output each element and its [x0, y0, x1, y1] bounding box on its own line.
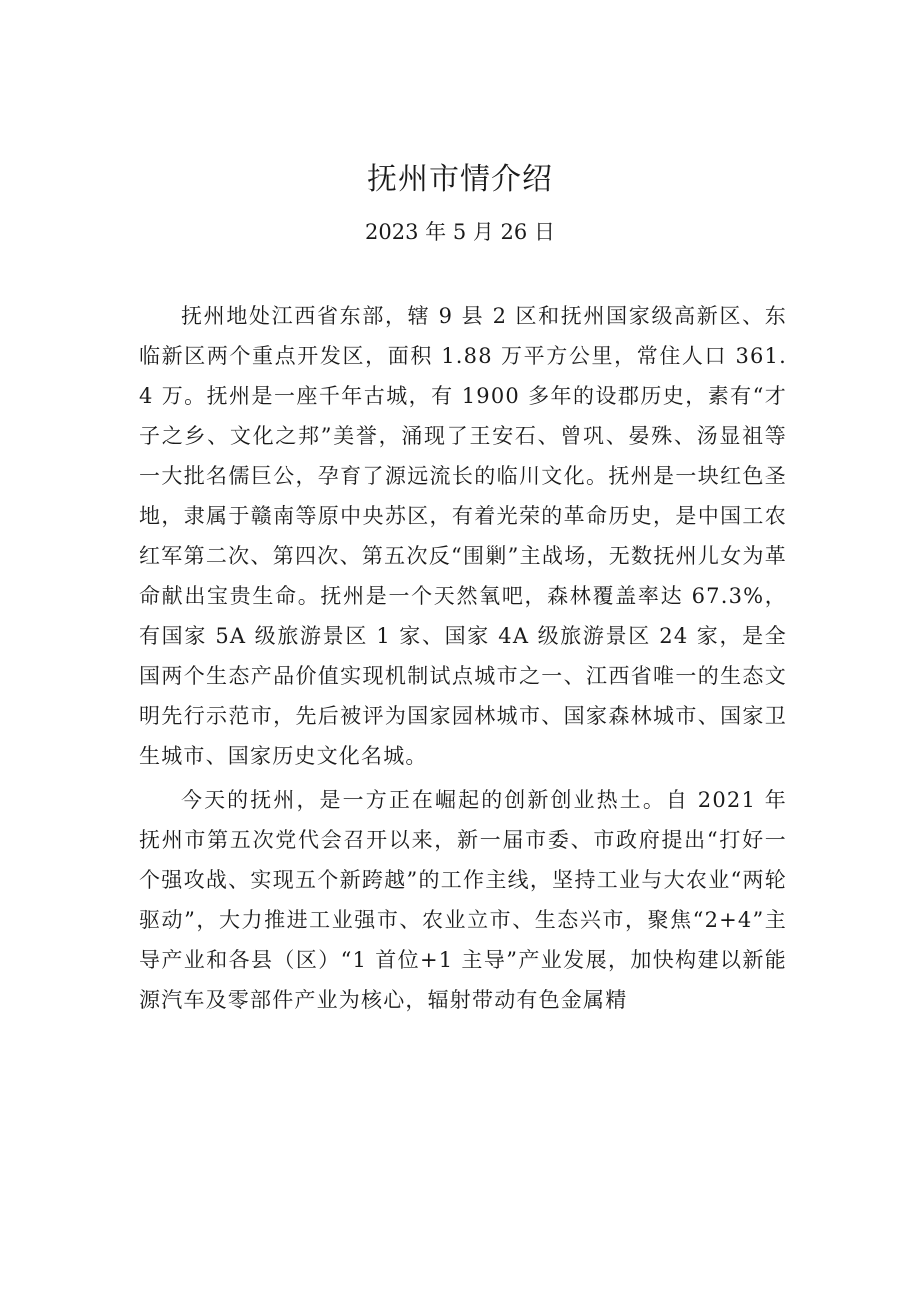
- document-title: 抚州市情介绍: [367, 162, 553, 197]
- document-body: [139, 296, 787, 1024]
- paragraph-city-overview: 抚州地处江西省东部，辖 9 县 2 区和抚州国家级高新区、东临新区两个重点开发区，面积 1.88 万平方公里，常住人口 361.4 万。抚州是一座千年古城，有 1900 多年的设郡历史，素有“才子之乡、文化之邦”美誉，涌现了王安石、曾巩、晏殊、汤显祖等一大批名儒巨公，孕育了源远流长的临川文化。抚州是一块红色圣地，隶属于赣南等原中央苏区，有着光荣的革命历史，是中国工农红军第二次、第四次、第五次反“围剿”主战场，无数抚州儿女为革命献出宝贵生命。抚州是一个天然氧吧，森林覆盖率达 67.3%，有国家 5A 级旅游景区 1 家、国家 4A 级旅游景区 24 家，是全国两个生态产品价值实现机制试点城市之一、江西省唯一的生态文明先行示范市，先后被评为国家园林城市、国家森林城市、国家卫生城市、国家历史文化名城。: [139, 304, 787, 768]
- document-date: 2023 年 5 月 26 日: [365, 220, 555, 244]
- paragraph-development: 今天的抚州，是一方正在崛起的创新创业热土。自 2021 年抚州市第五次党代会召开以来，新一届市委、市政府提出“打好一个强攻战、实现五个新跨越”的工作主线，坚持工业与大农业“两轮驱动”，大力推进工业强市、农业立市、生态兴市，聚焦“2+4”主导产业和各县（区）“1 首位+1 主导”产业发展，加快构建以新能源汽车及零部件产业为核心，辐射带动有色金属精: [139, 788, 787, 1012]
